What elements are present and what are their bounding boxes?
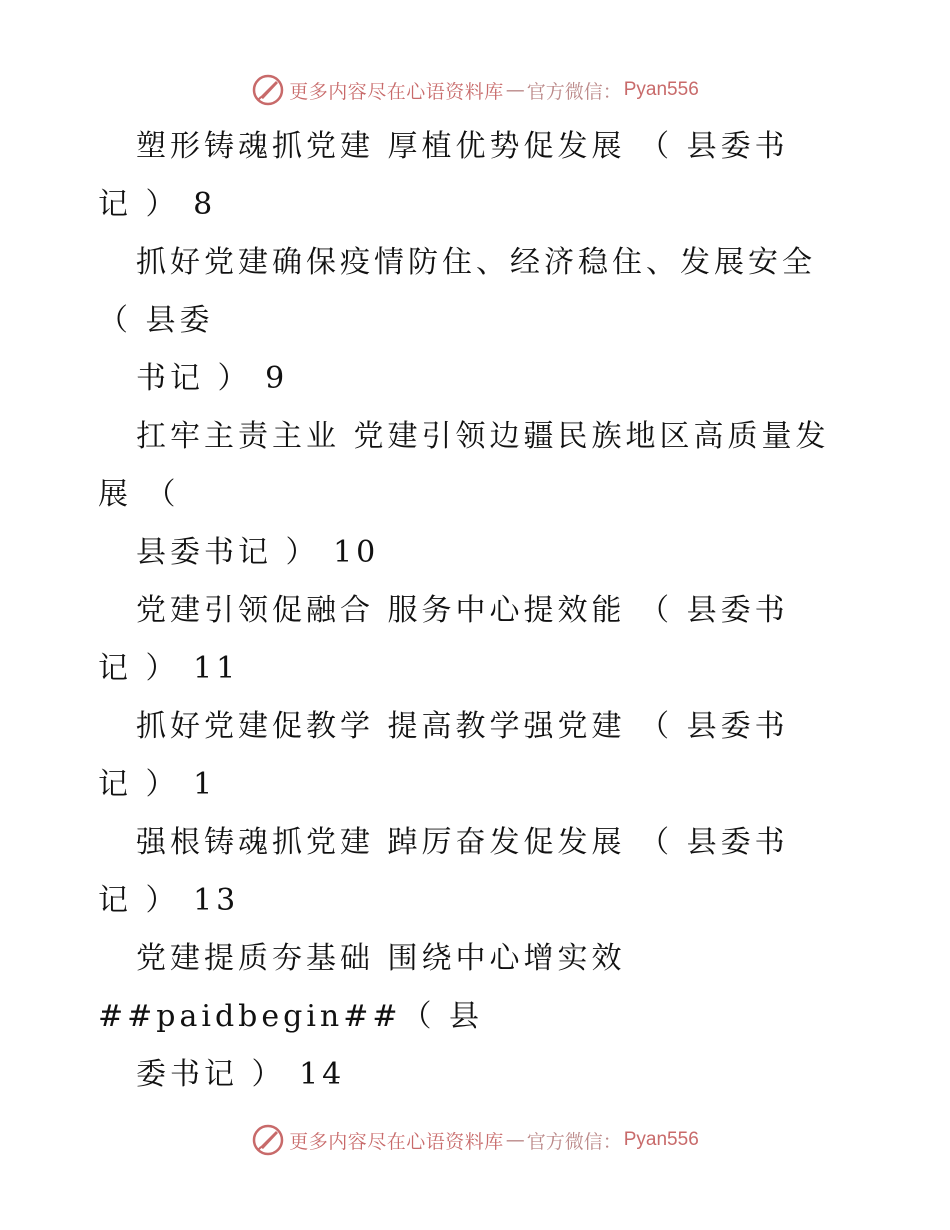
toc-line: 强根铸魂抓党建 踔厉奋发促发展 （ 县委书 (136, 825, 789, 860)
watermark-separator: — (505, 79, 525, 101)
toc-line: 记 ） 13 (98, 883, 240, 918)
toc-line: 书记 ） 9 (136, 361, 289, 396)
watermark-channel: 官方微信： (526, 1130, 622, 1153)
toc-line: 记 ） 11 (98, 651, 240, 686)
quill-logo-icon (251, 1123, 285, 1157)
toc-line: 委书记 ） 14 (136, 1057, 346, 1092)
quill-logo-icon (251, 73, 285, 107)
watermark-brand: 更多内容尽在心语资料库 (289, 80, 504, 103)
footer-watermark (0, 1120, 950, 1160)
watermark-id: Pyan556 (623, 79, 699, 100)
document-body (98, 118, 858, 1104)
toc-line: 党建引领促融合 服务中心提效能 （ 县委书 (136, 593, 789, 628)
toc-line: 记 ） 1 (98, 767, 217, 802)
toc-line: ##paidbegin##（ 县 (98, 999, 484, 1034)
watermark-channel: 官方微信： (526, 80, 622, 103)
toc-line: 抓好党建确保疫情防住、经济稳住、发展安全 (136, 245, 816, 280)
toc-line: 县委书记 ） 10 (136, 535, 380, 570)
watermark-id: Pyan556 (623, 1129, 699, 1150)
toc-line: 抓好党建促教学 提高教学强党建 （ 县委书 (136, 709, 789, 744)
watermark-brand: 更多内容尽在心语资料库 (289, 1130, 504, 1153)
toc-line: 展 （ (98, 477, 180, 512)
header-watermark (0, 70, 950, 110)
watermark-separator: — (505, 1129, 525, 1151)
toc-line: 塑形铸魂抓党建 厚植优势促发展 （ 县委书 (136, 129, 789, 164)
toc-line: （ 县委 (98, 303, 214, 338)
toc-line: 记 ） 8 (98, 187, 217, 222)
toc-line: 党建提质夯基础 围绕中心增实效 (136, 941, 626, 976)
toc-line: 扛牢主责主业 党建引领边疆民族地区高质量发 (136, 419, 830, 454)
